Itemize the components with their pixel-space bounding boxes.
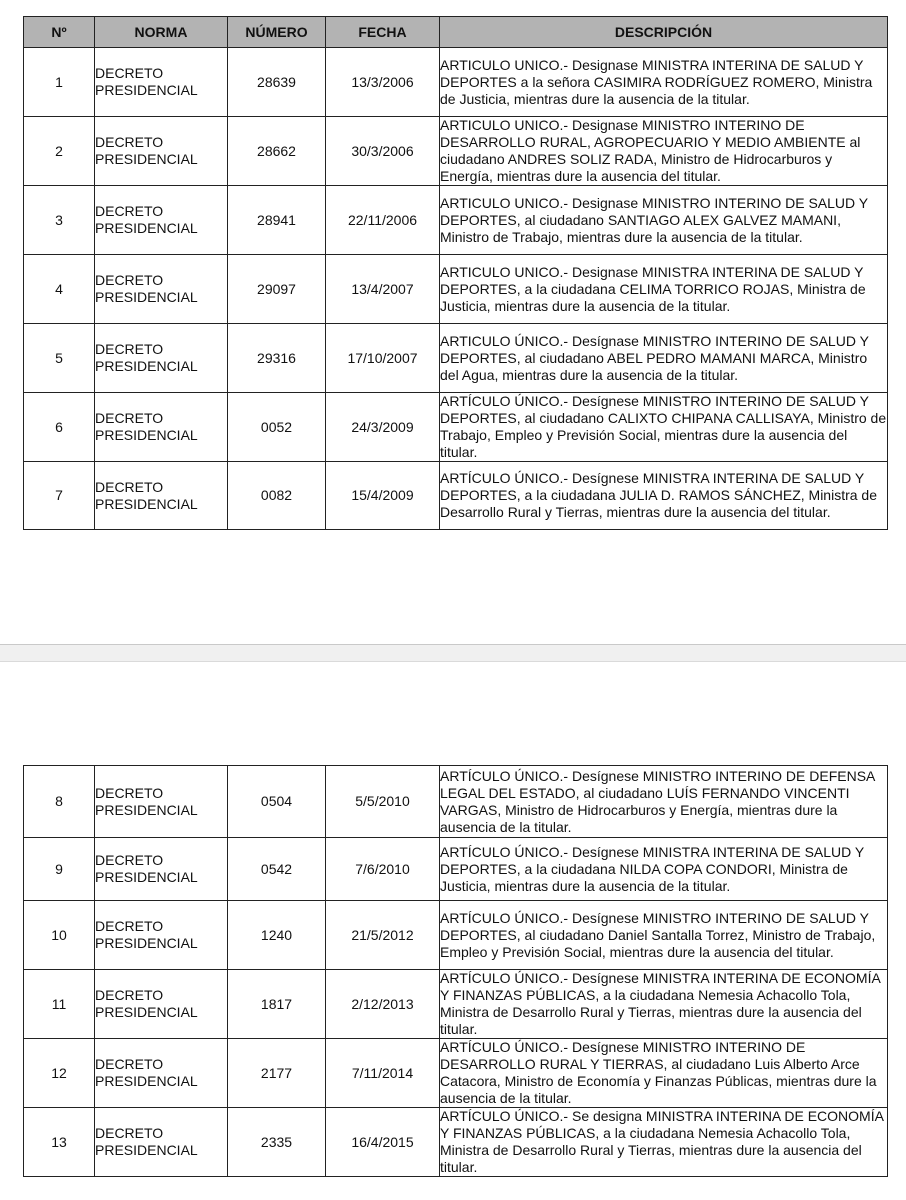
- cell-number: 6: [24, 393, 95, 462]
- cell-descripcion: ARTÍCULO ÚNICO.- Desígnese MINISTRO INTERINO DE DEFENSA LEGAL DEL ESTADO, al ciudadano LUÍS FERNANDO VINCENTI VARGAS, Ministro de Hidrocarburos y Energía, mientras dure la ausencia de la titular.: [440, 766, 888, 838]
- cell-numero: 2177: [228, 1039, 326, 1108]
- column-header-fecha: FECHA: [326, 17, 440, 48]
- cell-descripcion: ARTICULO UNICO.- Designase MINISTRO INTERINO DE DESARROLLO RURAL, AGROPECUARIO Y MEDIO AMBIENTE al ciudadano ANDRES SOLIZ RADA, Ministro de Hidrocarburos y Energía, mientras dure la ausencia del titular.: [440, 117, 888, 186]
- table-row: [24, 186, 888, 255]
- cell-norma: DECRETO PRESIDENCIAL: [95, 838, 228, 901]
- cell-number: 2: [24, 117, 95, 186]
- column-header-number: Nº: [24, 17, 95, 48]
- decrees-table-page-2: [23, 765, 888, 1177]
- table-row: [24, 324, 888, 393]
- cell-norma: DECRETO PRESIDENCIAL: [95, 766, 228, 838]
- table-row: [24, 393, 888, 462]
- cell-norma: DECRETO PRESIDENCIAL: [95, 1039, 228, 1108]
- cell-numero: 29316: [228, 324, 326, 393]
- cell-number: 1: [24, 48, 95, 117]
- cell-number: 9: [24, 838, 95, 901]
- table-row: [24, 766, 888, 838]
- cell-descripcion: ARTÍCULO ÚNICO.- Desígnese MINISTRA INTERINA DE SALUD Y DEPORTES, a la ciudadana JULIA D. RAMOS SÁNCHEZ, Ministra de Desarrollo Rural y Tierras, mientras dure la ausencia del titular.: [440, 462, 888, 530]
- cell-descripcion: ARTÍCULO ÚNICO.- Desígnese MINISTRO INTERINO DE SALUD Y DEPORTES, al ciudadano CALIXTO CHIPANA CALLISAYA, Ministro de Trabajo, Empleo y Previsión Social, mientras dure la ausencia del titular.: [440, 393, 887, 460]
- cell-fecha: 7/6/2010: [326, 838, 440, 901]
- table-row: [24, 838, 888, 901]
- table-row: [24, 1039, 888, 1108]
- table-row: [24, 462, 888, 530]
- cell-numero: 0504: [228, 766, 326, 838]
- cell-number: 3: [24, 186, 95, 255]
- table-row: [24, 117, 888, 186]
- cell-norma: DECRETO PRESIDENCIAL: [95, 48, 228, 117]
- cell-number: 11: [24, 970, 95, 1039]
- cell-fecha: 2/12/2013: [326, 970, 440, 1039]
- cell-number: 13: [24, 1108, 95, 1177]
- cell-norma: DECRETO PRESIDENCIAL: [95, 970, 228, 1039]
- cell-fecha: 13/4/2007: [326, 255, 440, 324]
- page-break-separator: [0, 644, 906, 662]
- table-header-row: [24, 17, 888, 48]
- cell-numero: 0082: [228, 462, 326, 530]
- cell-descripcion: ARTICULO UNICO.- Designase MINISTRA INTERINA DE SALUD Y DEPORTES a la señora CASIMIRA RODRÍGUEZ ROMERO, Ministra de Justicia, mientras dure la ausencia de la titular.: [440, 48, 888, 117]
- cell-fecha: 17/10/2007: [326, 324, 440, 393]
- cell-norma: DECRETO PRESIDENCIAL: [95, 1108, 228, 1177]
- cell-number: 5: [24, 324, 95, 393]
- table-row: [24, 970, 888, 1039]
- column-header-numero: NÚMERO: [228, 17, 326, 48]
- cell-fecha: 7/11/2014: [326, 1039, 440, 1108]
- cell-descripcion: ARTÍCULO ÚNICO.- Desígnese MINISTRA INTERINA DE ECONOMÍA Y FINANZAS PÚBLICAS, a la ciudadana Nemesia Achacollo Tola, Ministra de Desarrollo Rural y Tierras, mientras dure la ausencia del titular.: [440, 970, 888, 1039]
- table-row: [24, 901, 888, 970]
- cell-number: 8: [24, 766, 95, 838]
- table-row: [24, 255, 888, 324]
- decrees-table-page-1: [23, 16, 888, 530]
- cell-numero: 28941: [228, 186, 326, 255]
- cell-descripcion: ARTICULO UNICO.- Designase MINISTRO INTERINO DE SALUD Y DEPORTES, al ciudadano SANTIAGO ALEX GALVEZ MAMANI, Ministro de Trabajo, mientras dure la ausencia de la titular.: [440, 186, 888, 255]
- table-row: [24, 48, 888, 117]
- cell-fecha: 22/11/2006: [326, 186, 440, 255]
- cell-fecha: 16/4/2015: [326, 1108, 440, 1177]
- cell-descripcion: ARTICULO UNICO.- Designase MINISTRA INTERINA DE SALUD Y DEPORTES, a la ciudadana CELIMA TORRICO ROJAS, Ministra de Justicia, mientras dure la ausencia de la titular.: [440, 255, 888, 324]
- cell-numero: 0052: [228, 393, 326, 462]
- cell-descripcion: ARTÍCULO ÚNICO.- Desígnese MINISTRO INTERINO DE SALUD Y DEPORTES, al ciudadano Daniel Santalla Torrez, Ministro de Trabajo, Empleo y Previsión Social, mientras dure la ausencia del titular.: [440, 901, 888, 970]
- cell-numero: 0542: [228, 838, 326, 901]
- column-header-norma: NORMA: [95, 17, 228, 48]
- cell-numero: 28662: [228, 117, 326, 186]
- cell-numero: 1817: [228, 970, 326, 1039]
- cell-norma: DECRETO PRESIDENCIAL: [95, 462, 228, 530]
- cell-norma: DECRETO PRESIDENCIAL: [95, 901, 228, 970]
- cell-descripcion: ARTICULO ÚNICO.- Desígnase MINISTRO INTERINO DE SALUD Y DEPORTES, al ciudadano ABEL PEDRO MAMANI MARCA, Ministro del Agua, mientras dure la ausencia de la titular.: [440, 324, 888, 393]
- cell-number: 4: [24, 255, 95, 324]
- cell-fecha: 30/3/2006: [326, 117, 440, 186]
- cell-fecha: 21/5/2012: [326, 901, 440, 970]
- table-row: [24, 1108, 888, 1177]
- cell-fecha: 13/3/2006: [326, 48, 440, 117]
- cell-norma: DECRETO PRESIDENCIAL: [95, 117, 228, 186]
- cell-descripcion: ARTÍCULO ÚNICO.- Desígnese MINISTRA INTERINA DE SALUD Y DEPORTES, a la ciudadana NILDA COPA CONDORI, Ministra de Justicia, mientras dure la ausencia de la titular.: [440, 838, 888, 901]
- column-header-descripcion: DESCRIPCIÓN: [440, 17, 888, 48]
- cell-descripcion: ARTÍCULO ÚNICO.- Se designa MINISTRA INTERINA DE ECONOMÍA Y FINANZAS PÚBLICAS, a la ciudadana Nemesia Achacollo Tola, Ministra de Desarrollo Rural y Tierras, mientras dure la ausencia del titular.: [440, 1108, 888, 1177]
- cell-norma: DECRETO PRESIDENCIAL: [95, 255, 228, 324]
- cell-norma: DECRETO PRESIDENCIAL: [95, 324, 228, 393]
- cell-numero: 28639: [228, 48, 326, 117]
- cell-norma: DECRETO PRESIDENCIAL: [95, 186, 228, 255]
- cell-number: 7: [24, 462, 95, 530]
- cell-descripcion: ARTÍCULO ÚNICO.- Desígnese MINISTRO INTERINO DE DESARROLLO RURAL Y TIERRAS, al ciudadano Luis Alberto Arce Catacora, Ministro de Economía y Finanzas Públicas, mientras dure la ausencia de la titular.: [440, 1039, 888, 1108]
- cell-norma: DECRETO PRESIDENCIAL: [95, 393, 228, 462]
- cell-fecha: 24/3/2009: [326, 393, 440, 462]
- cell-fecha: 15/4/2009: [326, 462, 440, 530]
- cell-numero: 2335: [228, 1108, 326, 1177]
- cell-number: 12: [24, 1039, 95, 1108]
- cell-numero: 1240: [228, 901, 326, 970]
- cell-number: 10: [24, 901, 95, 970]
- cell-fecha: 5/5/2010: [326, 766, 440, 838]
- cell-numero: 29097: [228, 255, 326, 324]
